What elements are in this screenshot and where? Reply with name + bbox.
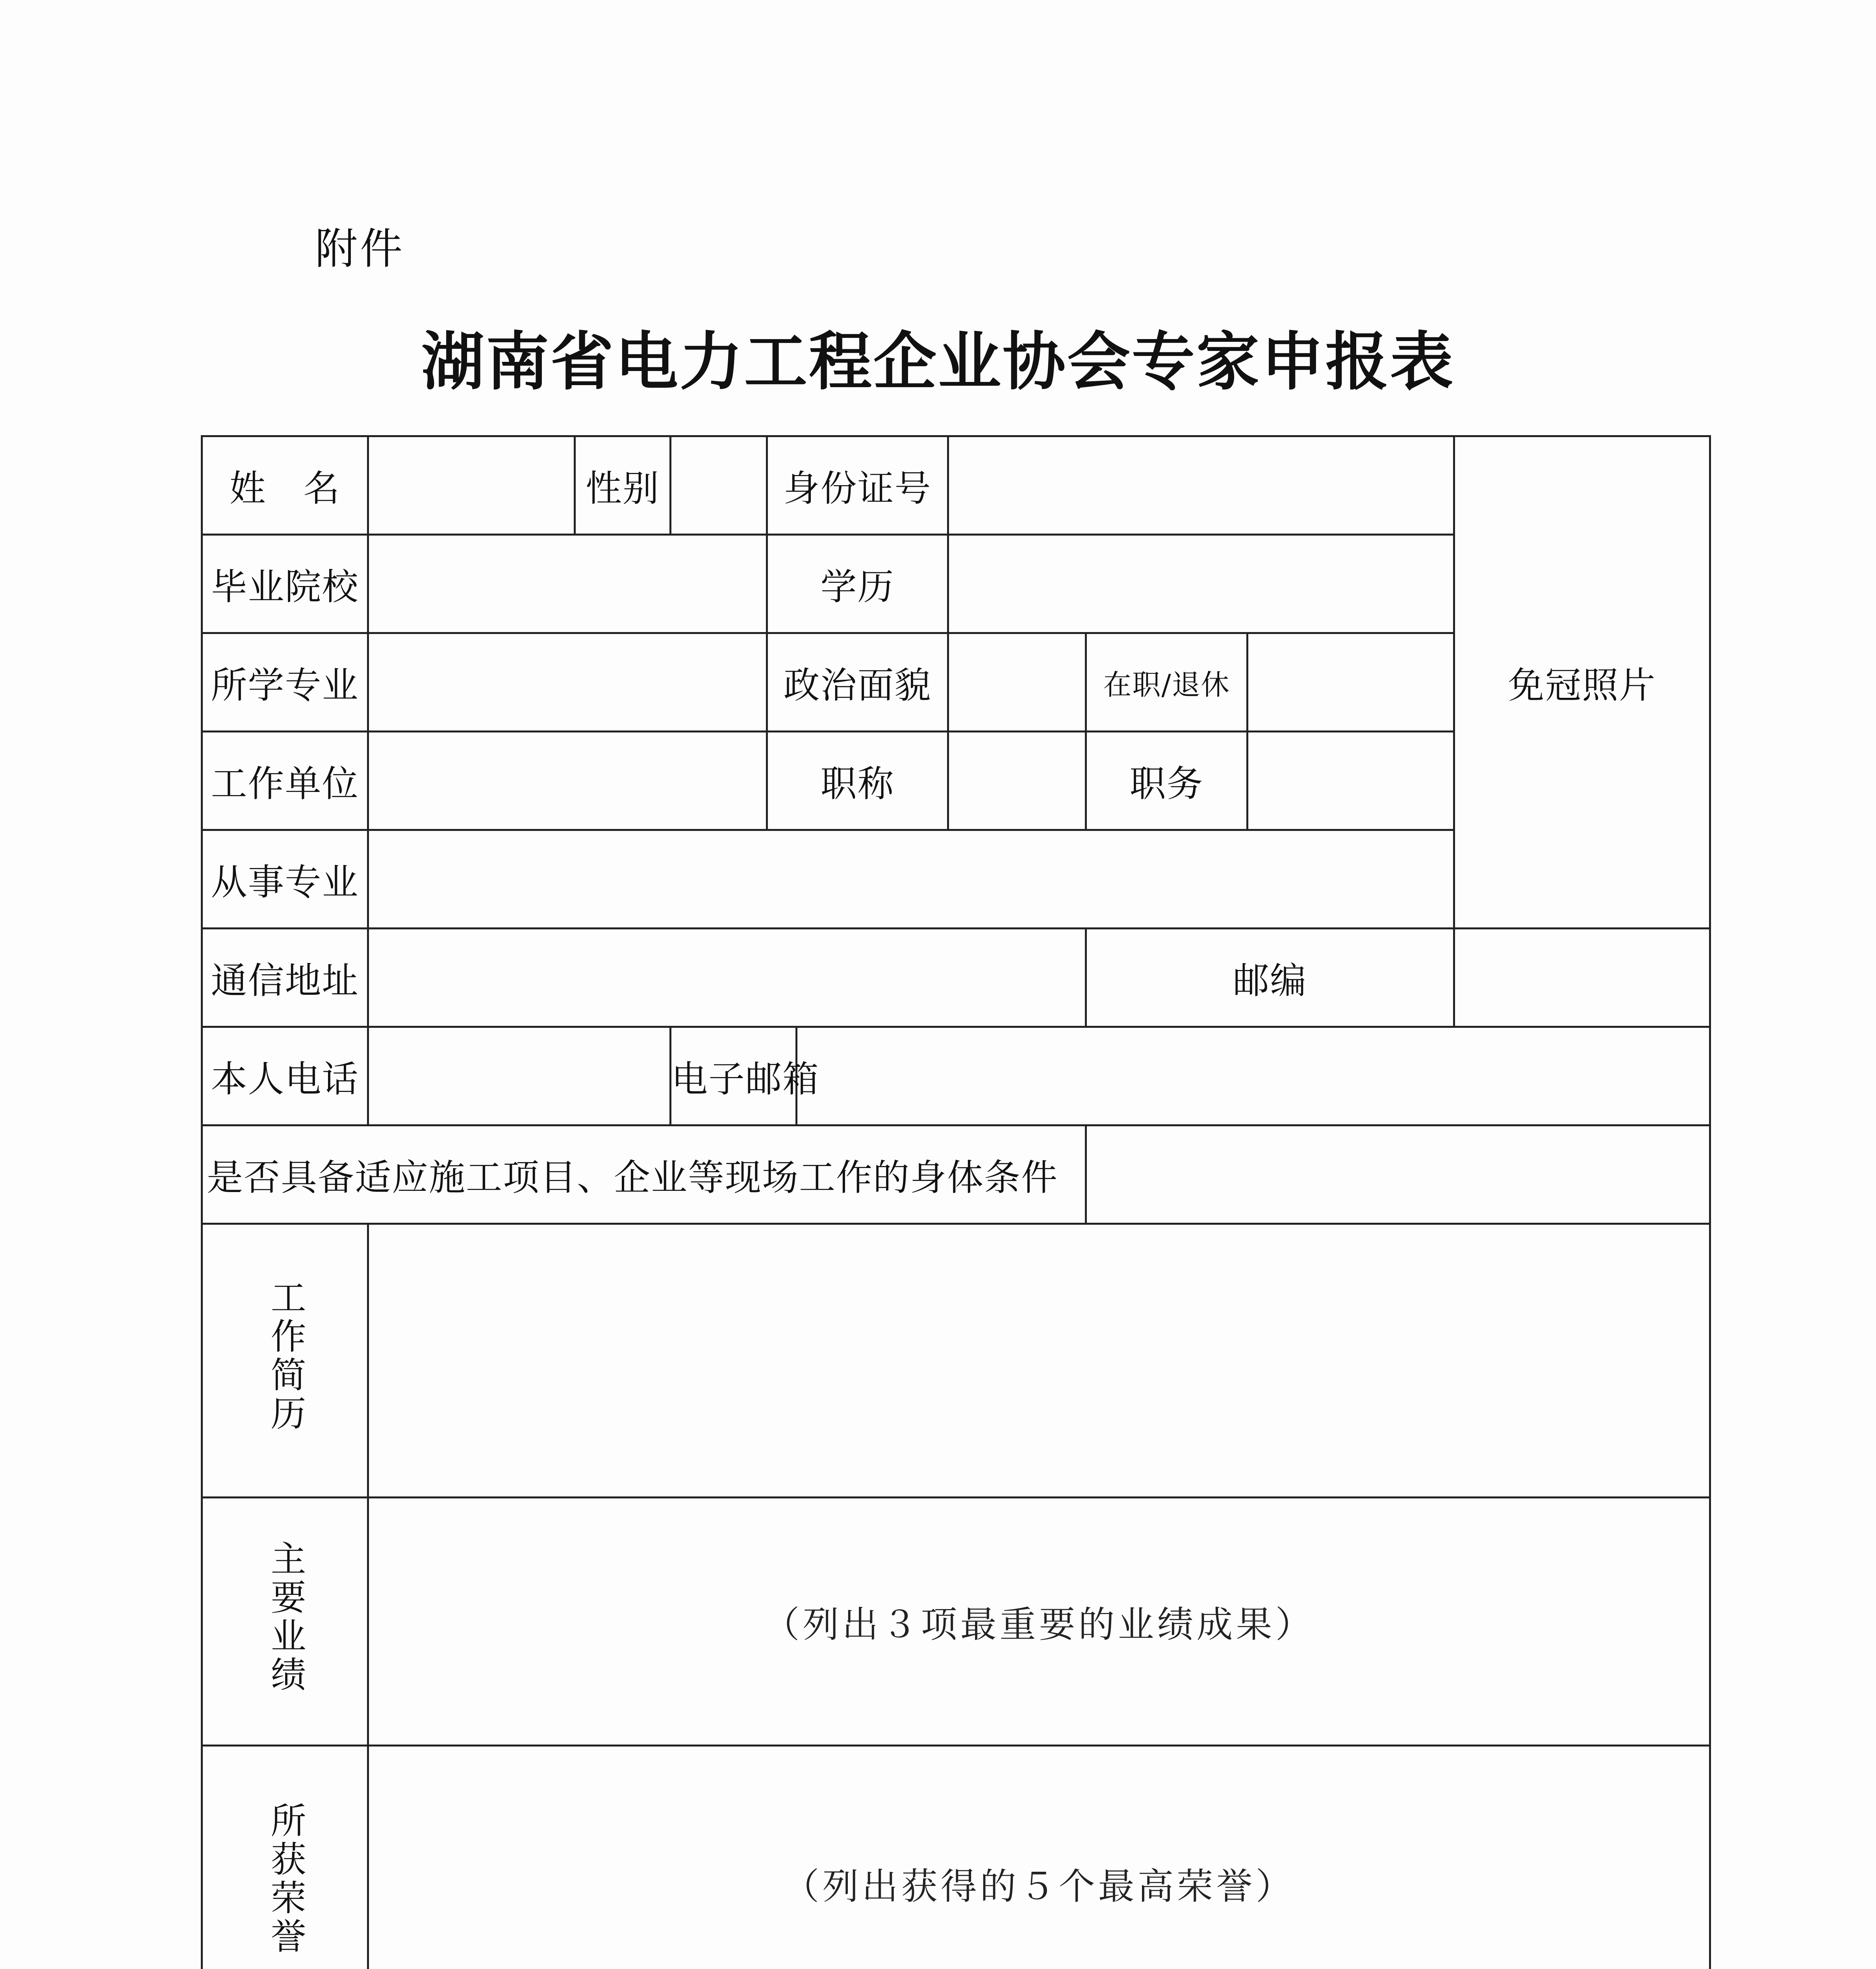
employment-status-label: 在职/退休	[1086, 633, 1248, 732]
row-resume	[202, 1224, 1710, 1498]
professional-title-input[interactable]	[948, 732, 1086, 830]
achievements-input[interactable]	[368, 1498, 1710, 1746]
phone-input[interactable]	[368, 1027, 671, 1125]
major-label: 所学专业	[202, 633, 368, 732]
row-contact	[202, 1027, 1710, 1125]
address-input[interactable]	[368, 929, 1086, 1027]
email-label: 电子邮箱	[671, 1027, 797, 1125]
achievements-label: 主要业绩	[264, 1540, 306, 1695]
gender-input[interactable]	[671, 436, 767, 535]
row-fitness	[202, 1125, 1710, 1224]
postcode-label: 邮编	[1086, 929, 1454, 1027]
field-label: 从事专业	[202, 830, 368, 929]
row-achievements	[202, 1498, 1710, 1746]
photo-placeholder: 免冠照片	[1454, 436, 1710, 929]
resume-label: 工作简历	[264, 1279, 306, 1433]
major-input[interactable]	[368, 633, 767, 732]
gender-label: 性别	[575, 436, 671, 535]
position-label: 职务	[1086, 732, 1248, 830]
row-honors	[202, 1746, 1710, 1969]
honors-label: 所获荣誉	[264, 1802, 306, 1956]
employer-input[interactable]	[368, 732, 767, 830]
school-input[interactable]	[368, 535, 767, 633]
education-label: 学历	[767, 535, 948, 633]
fitness-label: 是否具备适应施工项目、企业等现场工作的身体条件	[202, 1125, 1086, 1224]
fitness-input[interactable]	[1086, 1125, 1710, 1224]
honors-input[interactable]	[368, 1746, 1710, 1969]
school-label: 毕业院校	[202, 535, 368, 633]
name-input[interactable]	[368, 436, 575, 535]
field-input[interactable]	[368, 830, 1454, 929]
row-address	[202, 929, 1710, 1027]
achievements-label-cell	[202, 1498, 368, 1746]
email-input[interactable]	[797, 1027, 1710, 1125]
attachment-label: 附件	[315, 224, 405, 274]
resume-label-cell	[202, 1224, 368, 1498]
honors-label-cell	[202, 1746, 368, 1969]
resume-input[interactable]	[368, 1224, 1710, 1498]
phone-label: 本人电话	[202, 1027, 368, 1125]
name-label: 姓 名	[202, 436, 368, 535]
id-number-label: 身份证号	[767, 436, 948, 535]
id-number-input[interactable]	[948, 436, 1454, 535]
row-name	[202, 436, 1710, 535]
honors-hint: （列出获得的５个最高荣誉）	[783, 1865, 1295, 1908]
address-label: 通信地址	[202, 929, 368, 1027]
employment-status-input[interactable]	[1248, 633, 1454, 732]
political-status-input[interactable]	[948, 633, 1086, 732]
postcode-input[interactable]	[1454, 929, 1710, 1027]
professional-title-label: 职称	[767, 732, 948, 830]
form-title: 湖南省电力工程企业协会专家申报表	[421, 324, 1455, 399]
achievements-hint: （列出３项最重要的业绩成果）	[763, 1603, 1315, 1646]
position-input[interactable]	[1248, 732, 1454, 830]
political-status-label: 政治面貌	[767, 633, 948, 732]
education-input[interactable]	[948, 535, 1454, 633]
expert-application-table	[201, 435, 1711, 1969]
employer-label: 工作单位	[202, 732, 368, 830]
